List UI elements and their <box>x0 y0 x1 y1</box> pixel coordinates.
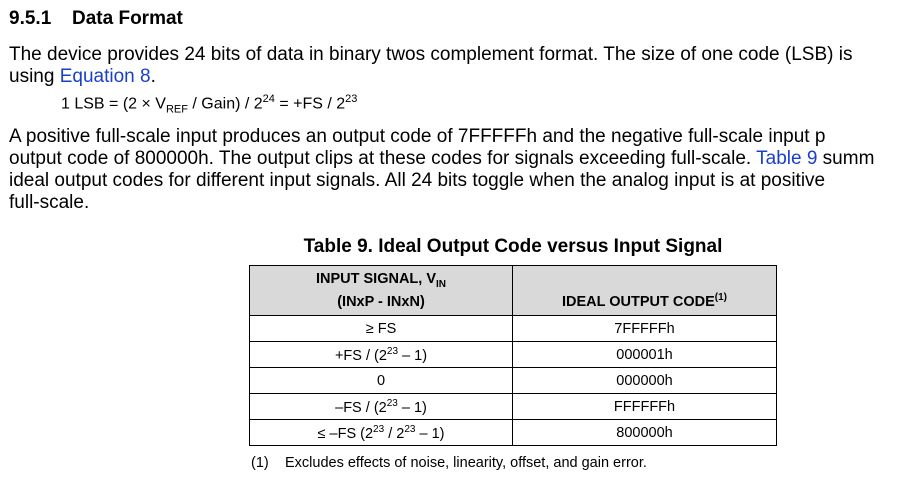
paragraph-2-line-1: A positive full-scale input produces an output code of 7FFFFFh and the negative full-scale input p <box>9 126 826 147</box>
cell-text: / 2 <box>384 425 405 442</box>
paragraph-text: output code of 800000h. The output clips at these codes for signals exceeding full-scale. <box>9 148 757 169</box>
table-9-link[interactable]: Table 9 <box>756 148 818 169</box>
paragraph-text: using <box>9 66 60 87</box>
table-caption: Table 9. Ideal Output Code versus Input Signal <box>303 236 723 257</box>
paragraph-2-line-4: full-scale. <box>9 192 90 213</box>
table-row <box>250 394 777 420</box>
output-code-cell: 7FFFFFh <box>513 316 777 342</box>
table-row <box>250 368 777 394</box>
equation-text: 1 LSB = (2 × V <box>61 95 166 113</box>
cell-superscript: 23 <box>386 397 398 409</box>
input-signal-cell <box>250 394 513 420</box>
section-title: Data Format <box>72 8 183 29</box>
paragraph-2-line-2 <box>9 148 874 170</box>
paragraph-1-line-1: The device provides 24 bits of data in binary twos complement format. The size of one code (LSB) is <box>9 44 853 65</box>
input-signal-cell: ≥ FS <box>250 316 513 342</box>
input-signal-cell <box>250 420 513 446</box>
equation-superscript: 24 <box>262 93 275 105</box>
footnote-reference[interactable]: (1) <box>714 292 728 304</box>
equation-text: / Gain) / 2 <box>187 95 263 113</box>
paragraph-text: summ <box>817 148 875 169</box>
table-row <box>250 316 777 342</box>
table-row <box>250 342 777 368</box>
header-text: INPUT SIGNAL, V <box>315 270 437 287</box>
equation-superscript: 23 <box>345 93 358 105</box>
output-code-cell: 800000h <box>513 420 777 446</box>
input-signal-cell <box>250 342 513 368</box>
table-row <box>250 420 777 446</box>
paragraph-2-line-3: ideal output codes for different input signals. All 24 bits toggle when the analog input is at positive <box>9 170 826 191</box>
output-code-cell: 000000h <box>513 368 777 394</box>
cell-text: ≤ –FS (2 <box>317 425 374 442</box>
section-heading <box>9 8 183 30</box>
header-text: IDEAL OUTPUT CODE <box>561 294 715 310</box>
paragraph-1-line-2 <box>9 66 156 88</box>
input-signal-cell: 0 <box>250 368 513 394</box>
equation-8-link[interactable]: Equation 8 <box>59 66 151 87</box>
lsb-equation <box>61 93 357 116</box>
cell-text: +FS / (2 <box>334 347 387 364</box>
cell-text: – 1) <box>398 347 428 364</box>
equation-subscript: REF <box>165 103 188 116</box>
cell-text: –FS / (2 <box>335 399 387 416</box>
footnote-mark: (1) <box>251 455 269 471</box>
output-code-cell: 000001h <box>513 342 777 368</box>
table-footnote <box>251 455 647 471</box>
footnote-text: Excludes effects of noise, linearity, offset, and gain error. <box>285 455 647 471</box>
cell-superscript: 23 <box>373 423 385 435</box>
header-text: (INxP - INxN) <box>337 294 425 311</box>
paragraph-text: . <box>150 66 156 87</box>
section-number: 9.5.1 <box>9 8 52 29</box>
table-header-row <box>250 266 777 316</box>
cell-text: – 1) <box>415 425 445 442</box>
cell-text: – 1) <box>397 399 427 416</box>
cell-superscript: 23 <box>386 345 399 357</box>
output-code-cell: FFFFFFh <box>513 394 777 420</box>
output-code-table <box>249 265 777 446</box>
equation-text: = +FS / 2 <box>274 95 346 113</box>
cell-superscript: 23 <box>404 423 416 435</box>
header-subscript: IN <box>436 278 447 290</box>
header-input-signal <box>250 266 513 316</box>
header-ideal-output-code <box>513 266 777 316</box>
